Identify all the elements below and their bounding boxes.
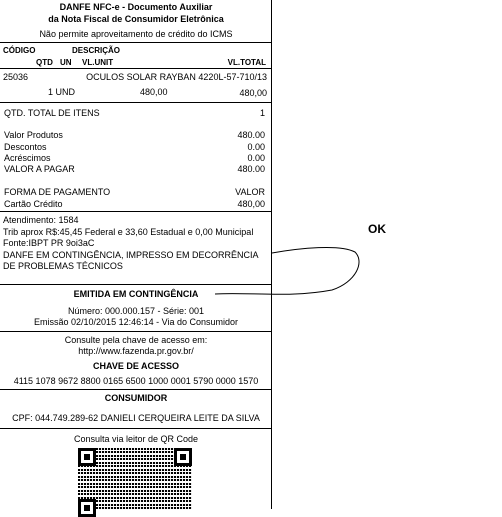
acrescimos-label: Acréscimos [4, 153, 51, 163]
divider [0, 331, 272, 332]
valor-header-label: VALOR [235, 187, 265, 197]
cartao-credito-label: Cartão Crédito [4, 199, 63, 209]
divider [0, 68, 272, 69]
col-vl-total: VL.TOTAL [227, 58, 266, 67]
col-vl-unit: VL.UNIT [82, 58, 114, 67]
item-description: OCULOS SOLAR RAYBAN 4220L-57-710/13 [86, 72, 267, 82]
consulta-url[interactable]: http://www.fazenda.pr.gov.br/ [78, 346, 194, 356]
receipt-title-line2: da Nota Fiscal de Consumidor Eletrônica [48, 14, 224, 24]
divider [0, 42, 272, 43]
divider [0, 211, 272, 212]
col-qtd: QTD [36, 58, 53, 67]
item-unit-price: 480,00 [140, 87, 168, 97]
fonte-ibpt: Fonte:IBPT PR 9oi3aC [3, 238, 95, 248]
valor-produtos-value: 480.00 [237, 130, 265, 140]
cartao-credito-value: 480,00 [237, 199, 265, 209]
valor-pagar-label: VALOR A PAGAR [4, 164, 75, 174]
qr-code-image [78, 448, 192, 509]
qtd-total-label: QTD. TOTAL DE ITENS [4, 108, 100, 118]
col-descricao: DESCRIÇÃO [72, 46, 121, 55]
descontos-value: 0.00 [247, 142, 265, 152]
divider [0, 102, 272, 103]
valor-pagar-value: 480.00 [237, 164, 265, 174]
emissao-data: Emissão 02/10/2015 12:46:14 - Via do Consumidor [34, 317, 238, 327]
divider [0, 389, 272, 390]
consulte-chave-label: Consulte pela chave de acesso em: [64, 335, 208, 345]
emitida-contingencia-title: EMITIDA EM CONTINGÊNCIA [73, 289, 199, 299]
item-qty-un: 1 UND [48, 87, 76, 97]
acrescimos-value: 0.00 [247, 153, 265, 163]
item-total: 480,00 [239, 88, 267, 98]
receipt-title-line1: DANFE NFC-e - Documento Auxiliar [59, 2, 213, 12]
receipt-subtitle: Não permite aproveitamento de crédito do ICMS [39, 29, 233, 39]
contingencia-line2: DE PROBLEMAS TÉCNICOS [3, 261, 123, 271]
col-un: UN [60, 58, 72, 67]
qtd-total-value: 1 [259, 108, 265, 118]
atendimento: Atendimento: 1584 [3, 215, 79, 225]
qr-finder-pattern [78, 499, 96, 517]
col-codigo: CÓDIGO [3, 46, 36, 55]
divider [0, 428, 272, 429]
contingencia-line1: DANFE EM CONTINGÊNCIA, IMPRESSO EM DECORRÊNCIA [3, 250, 259, 260]
consumidor-cpf: CPF: 044.749.289-62 DANIELI CERQUEIRA LEITE DA SILVA [12, 413, 260, 423]
ok-annotation-label: OK [368, 222, 386, 236]
chave-acesso-value: 4115 1078 9672 8800 0165 6500 1000 0001 5790 0000 1570 [13, 376, 259, 386]
qr-finder-pattern [78, 448, 96, 466]
forma-pagamento-label: FORMA DE PAGAMENTO [4, 187, 111, 197]
consumidor-title: CONSUMIDOR [104, 393, 168, 403]
qr-finder-pattern [174, 448, 192, 466]
descontos-label: Descontos [4, 142, 47, 152]
item-code: 25036 [3, 72, 29, 82]
valor-produtos-label: Valor Produtos [4, 130, 63, 140]
numero-serie: Número: 000.000.157 - Série: 001 [67, 306, 205, 316]
tributos-aprox: Trib aprox R$:45,45 Federal e 33,60 Estadual e 0,00 Municipal [3, 227, 254, 237]
chave-acesso-title: CHAVE DE ACESSO [92, 361, 179, 371]
divider [0, 284, 272, 285]
qr-code-label: Consulta via leitor de QR Code [73, 434, 199, 444]
